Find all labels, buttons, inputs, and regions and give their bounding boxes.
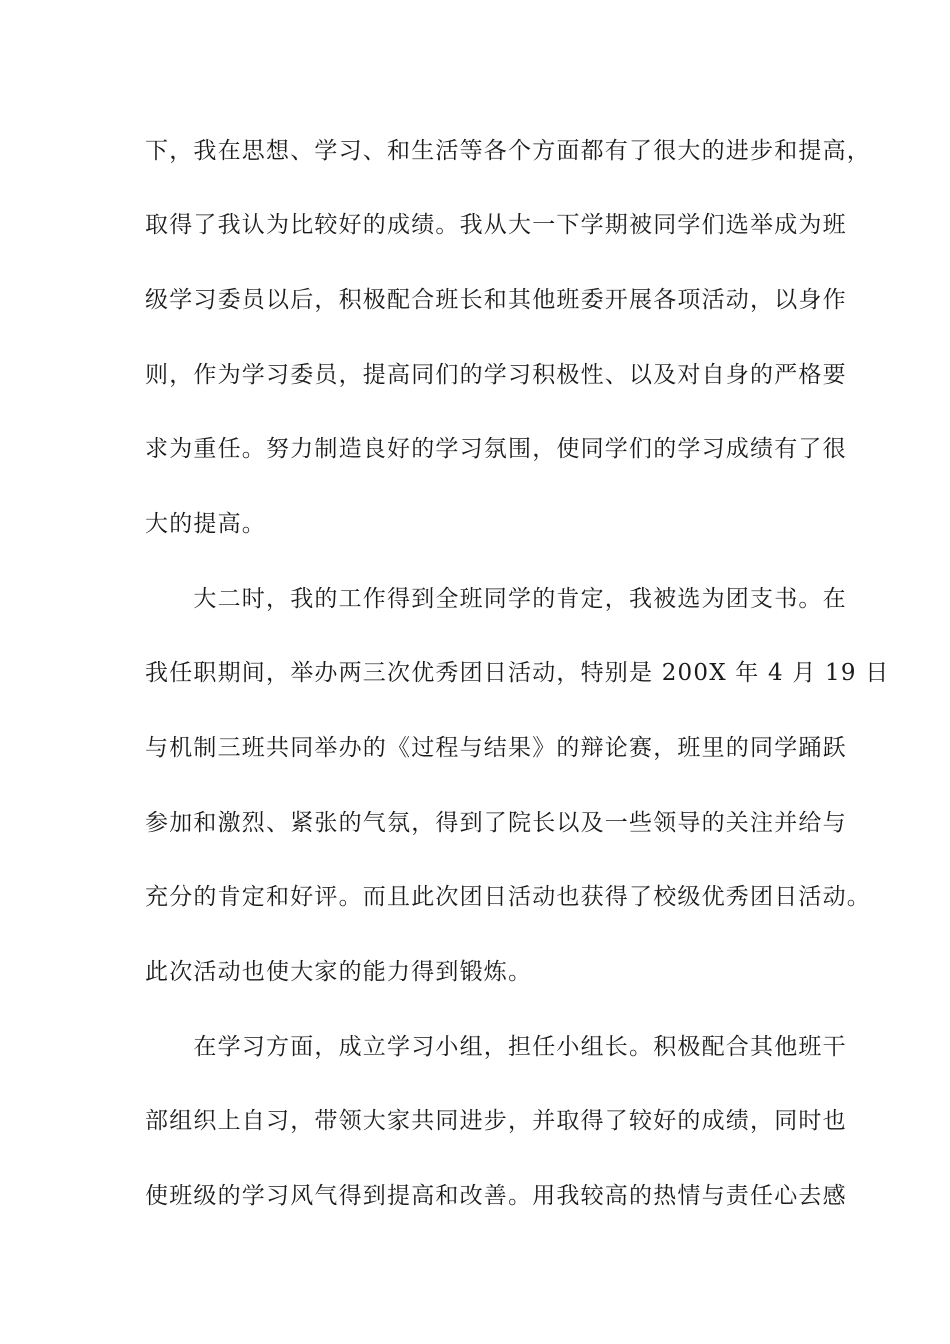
text-line: 下，我在思想、学习、和生活等各个方面都有了很大的进步和提高， — [145, 138, 871, 164]
text-line: 取得了我认为比较好的成绩。我从大一下学期被同学们选举成为班 — [145, 212, 847, 238]
text-line: 在学习方面，成立学习小组，担任小组长。积极配合其他班干 — [145, 1034, 847, 1060]
text-line: 求为重任。努力制造良好的学习氛围，使同学们的学习成绩有了很 — [145, 436, 847, 462]
text-line: 此次活动也使大家的能力得到锻炼。 — [145, 959, 533, 985]
text-line: 级学习委员以后，积极配合班长和其他班委开展各项活动，以身作 — [145, 287, 847, 313]
text-line: 与机制三班共同举办的《过程与结果》的辩论赛，班里的同学踊跃 — [145, 735, 847, 761]
text-line: 部组织上自习，带领大家共同进步，并取得了较好的成绩，同时也 — [145, 1108, 847, 1134]
text-line: 使班级的学习风气得到提高和改善。用我较高的热情与责任心去感 — [145, 1183, 847, 1209]
text-line: 参加和激烈、紧张的气氛，得到了院长以及一些领导的关注并给与 — [145, 810, 847, 836]
text-line: 大的提高。 — [145, 511, 266, 537]
text-line: 我任职期间，举办两三次优秀团日活动，特别是 200X 年 4 月 19 日 — [145, 660, 890, 686]
text-line: 则，作为学习委员，提高同们的学习积极性、以及对自身的严格要 — [145, 362, 847, 388]
text-line: 大二时，我的工作得到全班同学的肯定，我被选为团支书。在 — [145, 586, 847, 612]
text-line: 充分的肯定和好评。而且此次团日活动也获得了校级优秀团日活动。 — [145, 884, 871, 910]
